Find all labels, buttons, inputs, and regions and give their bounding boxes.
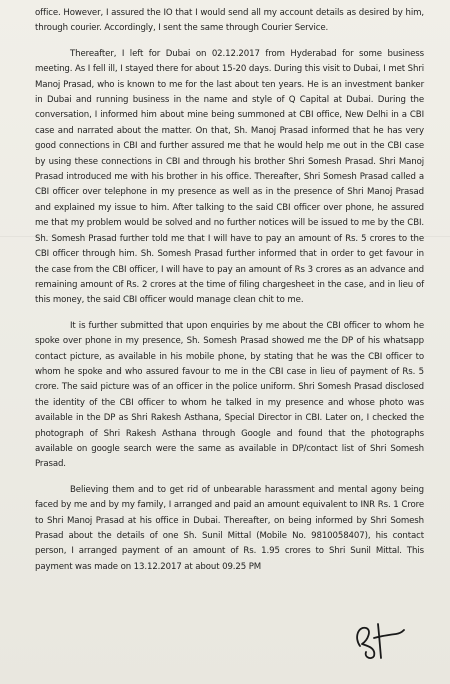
- page-fold-line: [0, 236, 450, 237]
- paragraph-4: Believing them and to get rid of unbearable harassment and mental agony being faced by me and by my family, I arranged and paid an amount equivalent to INR Rs. 1 Crore to Shri Manoj Prasad at his office in Dubai. Thereafter, on being informed by Shri Somesh Prasad about the details of one Sh. Sunil Mittal (Mobile No. 9810058407), his contact person, I arranged payment of an amount of Rs. 1.95 crores to Shri Sunil Mittal. This payment was made on 13.12.2017 at about 09.25 PM: [35, 484, 424, 572]
- paragraph-3: It is further submitted that upon enquiries by me about the CBI officer to whom he spoke over phone in my presence, Sh. Somesh Prasad showed me the DP of his whatsapp contact picture, as available in his mobile phone, by stating that he was the CBI officer to whom he spoke and who assured favour to me in the CBI case in lieu of payment of Rs. 5 crore. The said picture was of an officer in the police uniform. Shri Somesh Prasad disclosed the identity of the CBI officer to whom he talked in my presence and whose photo was available in the DP as Shri Rakesh Asthana, Special Director in CBI. Later on, I checked the photograph of Shri Rakesh Asthana through Google and found that the photographs available on google search were the same as available in DP/contact list of Shri Somesh Prasad.: [35, 320, 424, 470]
- paragraph-2: Thereafter, I left for Dubai on 02.12.2017 from Hyderabad for some business meeting. As I fell ill, I stayed there for about 15-20 days. During this visit to Dubai, I met Shri Manoj Prasad, who is known to me for the last about ten years. He is an investment banker in Dubai and running business in the name and style of Q Capital at Dubai. During the conversation, I informed him about mine being summoned at CBI office, New Delhi in a CBI case and narrated about the matter. On that, Sh. Manoj Prasad informed that he has very good connections in CBI and further assured me that he would help me out in the CBI case by using these connections in CBI and through his brother Shri Somesh Prasad. Shri Manoj Prasad introduced me with his brother in his office. Thereafter, Shri Somesh Prasad called a CBI officer over telephone in my presence as well as in the presence of Shri Manoj Prasad and explained my issue to him. After talking to the said CBI officer over phone, he assured me that my problem would be solved and no further notices will be issued to me by the CBI. Sh. Somesh Prasad further told me that I will have to pay an amount of Rs. 5 crores to the CBI officer through him. Sh. Somesh Prasad further informed that in order to get favour in the case from the CBI officer, I will have to pay an amount of Rs 3 crores as an advance and remaining amount of Rs. 2 crores at the time of filing chargesheet in the case, and in lieu of this money, the said CBI officer would manage clean chit to me.: [35, 48, 424, 306]
- paragraph-1: office. However, I assured the IO that I would send all my account details as desired by him, through courier. Accordingly, I sent the same through Courier Service.: [35, 8, 424, 34]
- handwritten-signature: [348, 616, 406, 662]
